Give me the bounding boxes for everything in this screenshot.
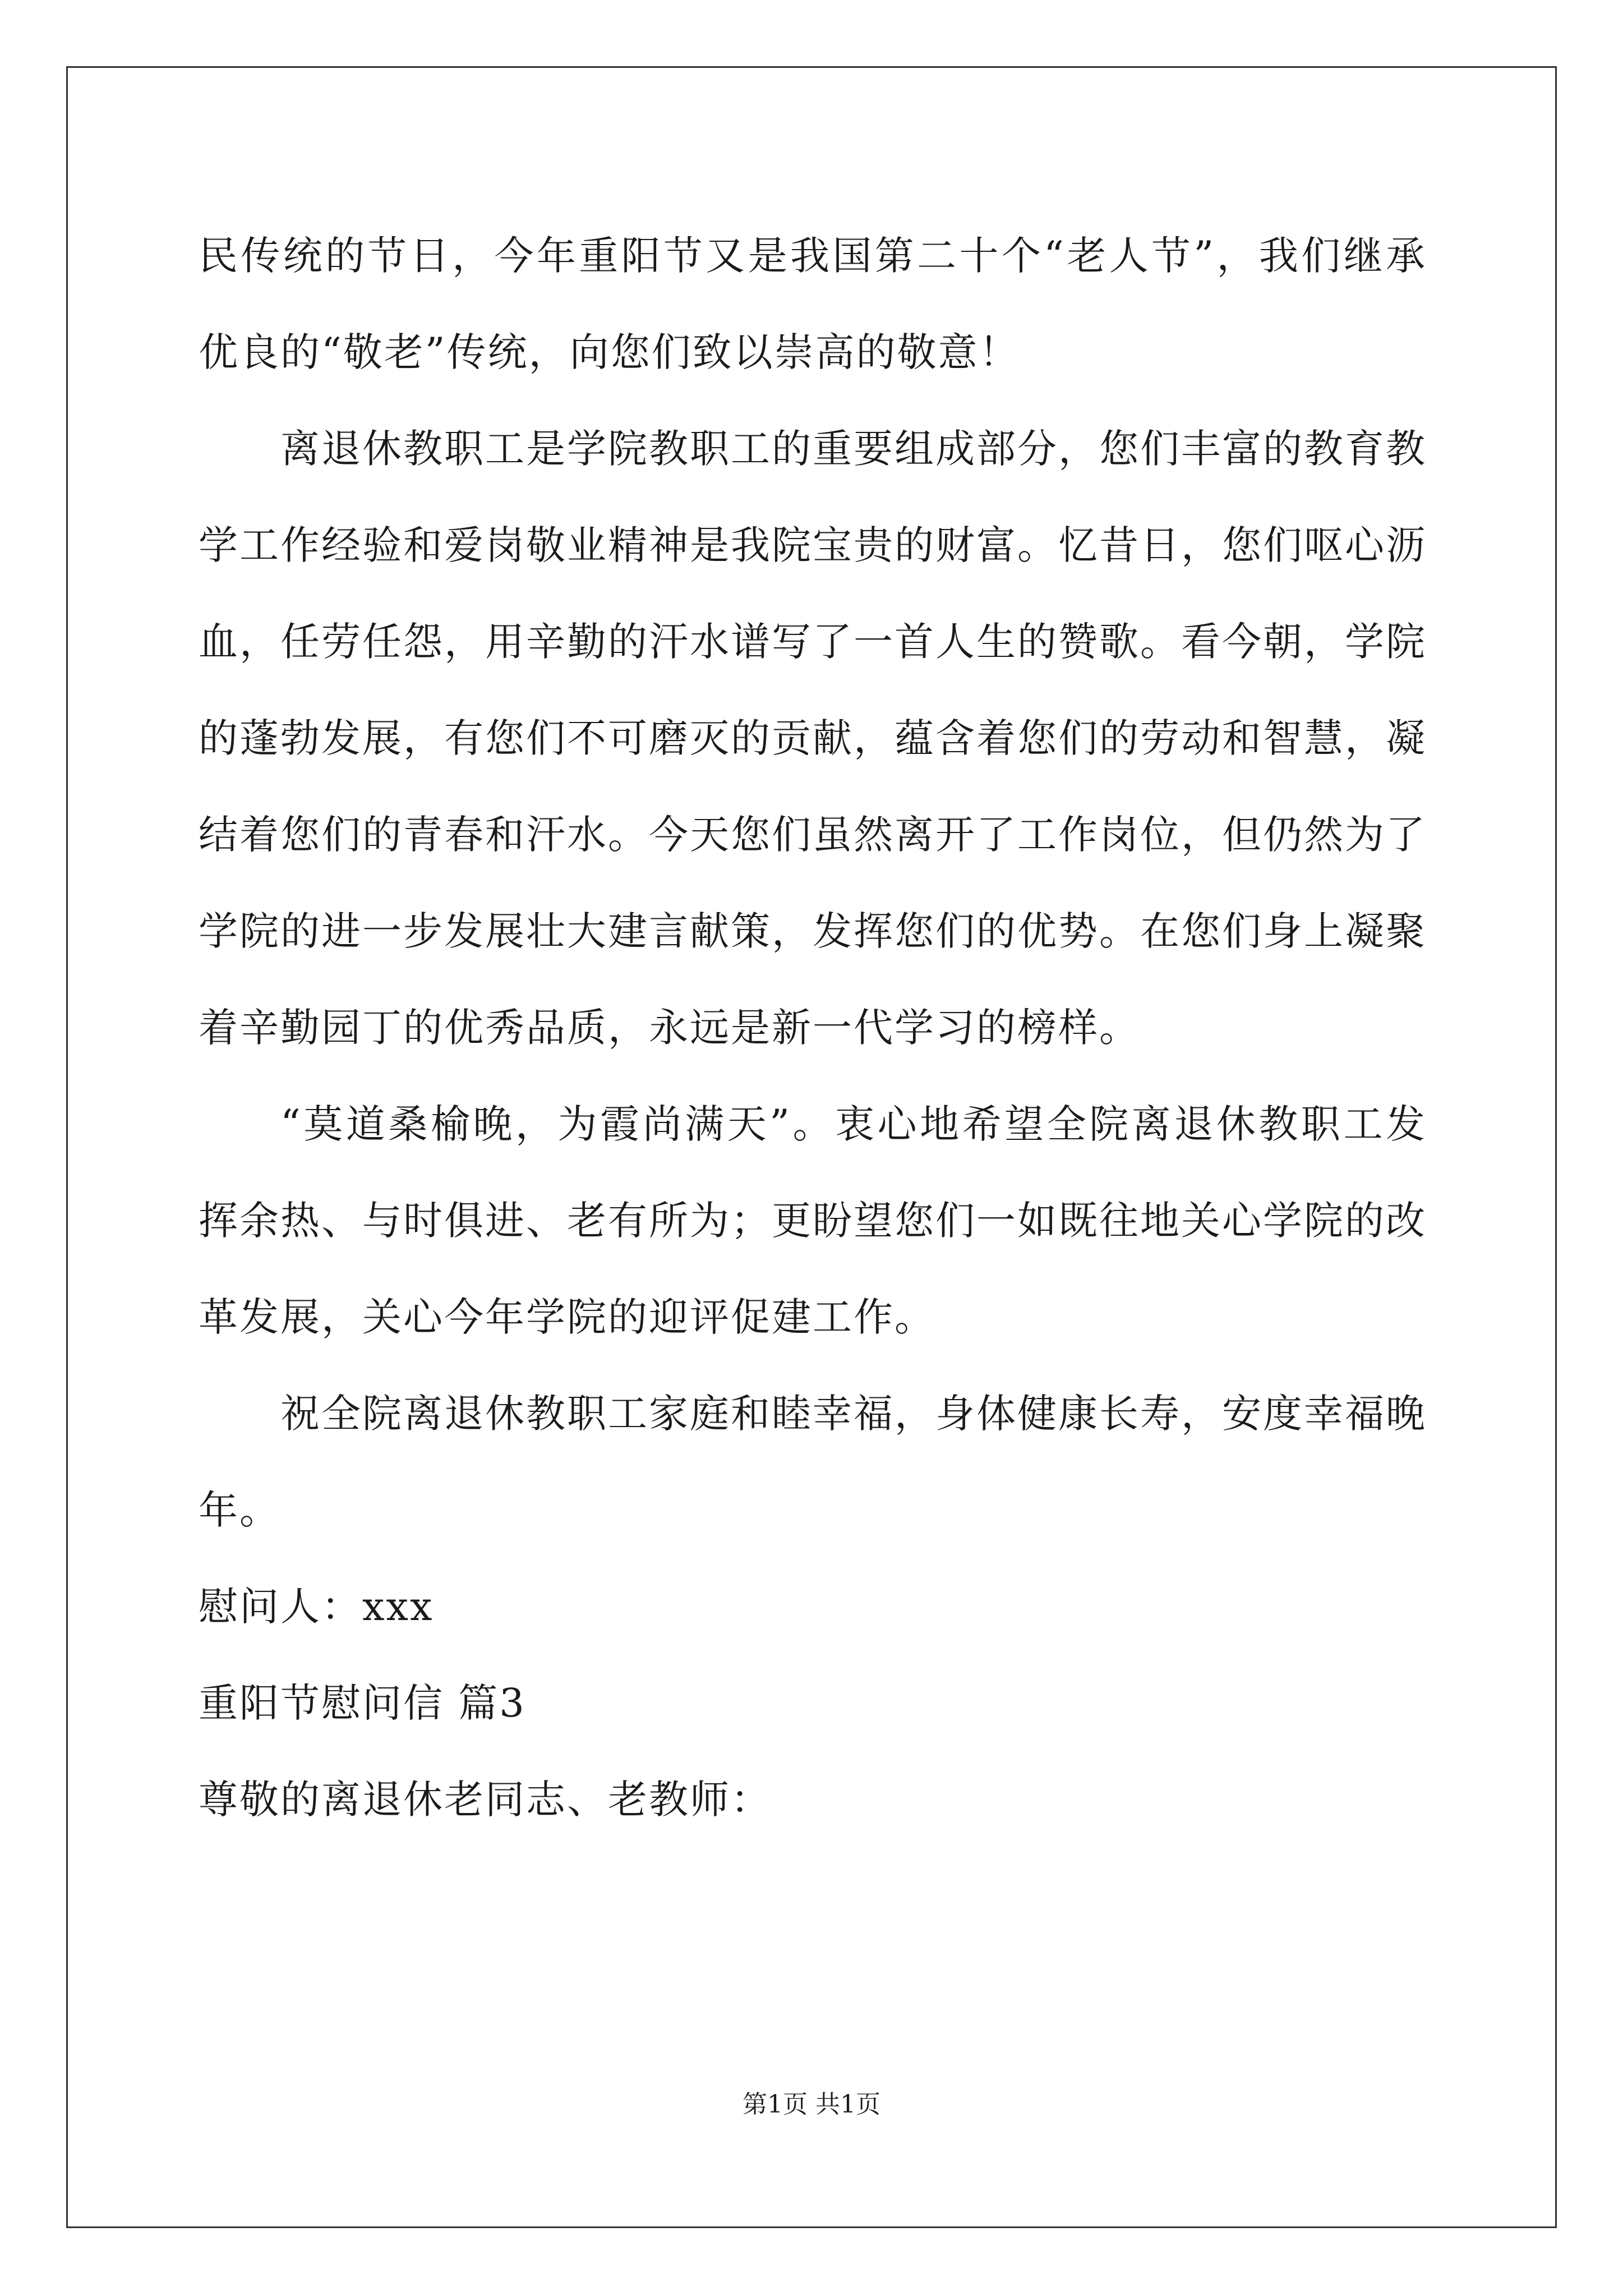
- section-title: 重阳节慰问信 篇3: [199, 1680, 526, 1726]
- paragraph-3: “莫道桑榆晚，为霞尚满天”。衷心地希望全院离退休教职工发挥余热、与时俱进、老有所为；更盼望您们一如既往地关心学院的改革发展，关心今年学院的迎评促建工作。: [199, 1101, 1427, 1340]
- document-body: [199, 208, 1427, 1848]
- paragraph-2: 离退休教职工是学院教职工的重要组成部分，您们丰富的教育教学工作经验和爱岗敬业精神是我院宝贵的财富。忆昔日，您们呕心沥血，任劳任怨，用辛勤的汗水谱写了一首人生的赞歌。看今朝，学院的蓬勃发展，有您们不可磨灭的贡献，蕴含着您们的劳动和智慧，凝结着您们的青春和汗水。今天您们虽然离开了工作岗位，但仍然为了学院的进一步发展壮大建言献策，发挥您们的优势。在您们身上凝聚着辛勤园丁的优秀品质，永远是新一代学习的榜样。: [199, 426, 1427, 1051]
- paragraph-4: 祝全院离退休教职工家庭和睦幸福，身体健康长寿，安度幸福晚年。: [199, 1391, 1427, 1533]
- paragraph-1: 民传统的节日，今年重阳节又是我国第二十个“老人节”，我们继承优良的“敬老”传统，向您们致以崇高的敬意！: [199, 233, 1427, 375]
- signature: 慰问人：xxx: [199, 1584, 434, 1630]
- salutation: 尊敬的离退休老同志、老教师：: [199, 1777, 772, 1823]
- page-number: 第1页 共1页: [743, 2090, 880, 2119]
